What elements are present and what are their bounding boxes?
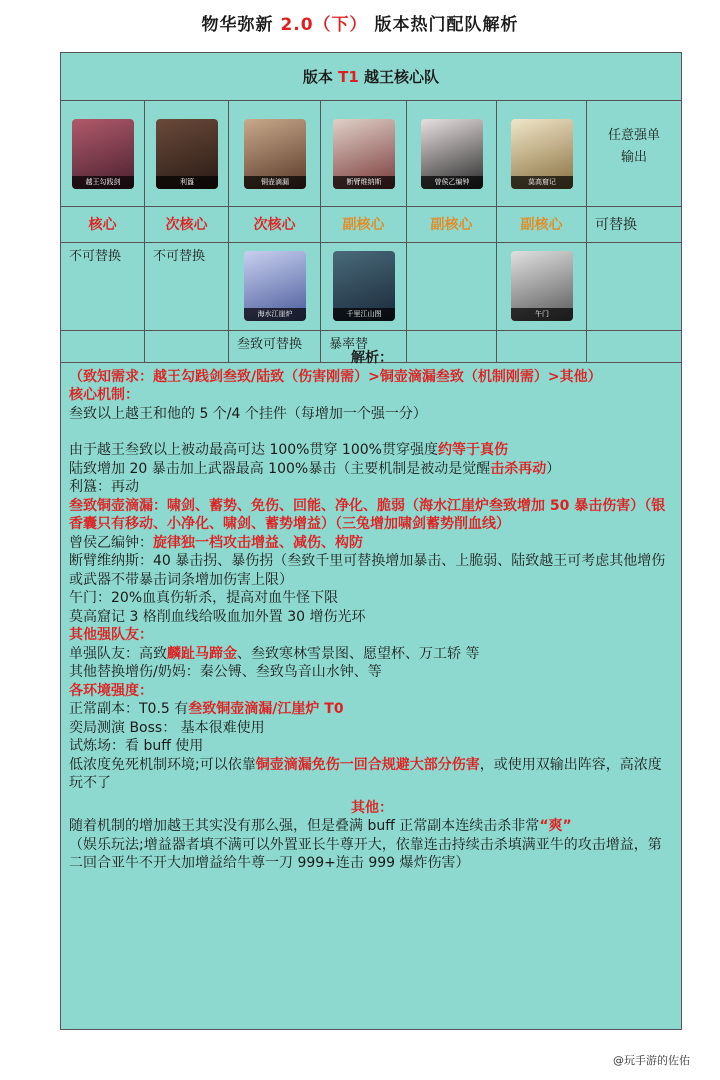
character-slot xyxy=(229,101,321,207)
analysis-line: 其他替换增伤/奶妈：秦公镈、叁致鸟音山水钟、等 xyxy=(69,664,382,680)
page-title: 物华弥新 2.0（下） 版本热门配队解析 xyxy=(201,15,519,35)
analysis-line: 试炼场：看 buff 使用 xyxy=(69,738,204,754)
character-portrait[interactable] xyxy=(511,119,573,189)
teammates-heading: 其他强队友： xyxy=(69,627,153,643)
character-portrait[interactable] xyxy=(333,251,395,321)
character-name: 铜壶滴漏 xyxy=(244,176,306,189)
replace-note: 不可替换 xyxy=(153,249,206,264)
character-portrait[interactable] xyxy=(72,119,134,189)
character-name: 莫高窟记 xyxy=(511,176,573,189)
analysis-line: 正常副本：T0.5 有叁致铜壶滴漏/江崖炉 T0 xyxy=(69,701,344,717)
character-portrait[interactable] xyxy=(333,119,395,189)
author-watermark: @玩手游的佐佑 xyxy=(613,1054,690,1067)
role-cell xyxy=(497,207,587,243)
free-slot xyxy=(587,101,681,207)
role-cell xyxy=(587,207,681,243)
role-label: 可替换 xyxy=(595,217,637,233)
character-slot xyxy=(407,101,497,207)
analysis-line: 曾侯乙编钟：旋律独一档攻击增益、减伤、构防 xyxy=(69,534,363,551)
substitute-cell xyxy=(407,243,497,331)
substitute-cell xyxy=(497,243,587,331)
character-slot xyxy=(497,101,587,207)
character-name: 午门 xyxy=(511,308,573,321)
character-portrait[interactable] xyxy=(244,119,306,189)
analysis-line: 断臂维纳斯：40 暴击拐、暴伤拐（叁致千里可替换增加暴击、上脆弱、陆致越王可考虑其他增伤或武器不带暴击词条增加伤害上限） xyxy=(69,553,666,588)
team-panel xyxy=(60,52,682,1030)
analysis-line: 奕局测演 Boss： 基本很难使用 xyxy=(69,719,265,736)
analysis-line: 单强队友：高致麟趾马蹄金、叁致寒林雪景图、愿望杯、万工轿 等 xyxy=(69,645,480,662)
character-slot xyxy=(321,101,407,207)
analysis-line: （娱乐玩法;增益器者填不满可以外置亚长牛尊开大，依靠连击持续击杀填满亚牛的攻击增益，第二回合亚牛不开大加增益给牛尊一刀 999+连击 999 爆炸伤害） xyxy=(69,836,662,871)
character-portrait[interactable] xyxy=(511,251,573,321)
character-name: 越王勾践剑 xyxy=(72,176,134,189)
substitute-note: 叁致可替换 xyxy=(237,337,303,352)
replace-note: 不可替换 xyxy=(69,249,122,264)
role-cell xyxy=(407,207,497,243)
role-label: 次核心 xyxy=(253,217,296,233)
character-portrait[interactable] xyxy=(421,119,483,189)
analysis-line: 叁致以上越王和他的 5 个/4 个挂件（每增加一个强一分） xyxy=(69,405,427,422)
environment-heading: 各环境强度： xyxy=(69,682,153,699)
role-label: 副核心 xyxy=(520,217,563,233)
core-mechanic-heading: 核心机制： xyxy=(69,387,139,403)
role-label: 核心 xyxy=(88,217,117,233)
analysis-line: 陆致增加 20 暴击加上武器最高 100%暴击（主要机制是被动是觉醒击杀再动） xyxy=(69,460,561,477)
other-heading: 其他： xyxy=(351,799,393,816)
role-label: 次核心 xyxy=(165,217,208,233)
role-label: 副核心 xyxy=(430,217,473,233)
role-cell xyxy=(61,207,145,243)
analysis-requirement: （致知需求：越王勾践剑叁致/陆致（伤害刚需）>铜壶滴漏叁致（机制刚需）>其他） xyxy=(69,368,602,385)
free-slot-label: 任意强单 输出 xyxy=(607,128,660,165)
analysis-section xyxy=(69,349,675,873)
substitute-note xyxy=(497,331,586,337)
character-name: 利簋 xyxy=(156,176,218,189)
analysis-line: 低浓度免死机制环境;可以依靠铜壶滴漏免伤一回合规避大部分伤害，或使用双输出阵容，高浓度玩不了 xyxy=(69,756,662,791)
character-name: 海水江崖炉 xyxy=(244,308,306,321)
substitute-note: 暴率替 xyxy=(329,337,369,352)
character-slot xyxy=(61,101,145,207)
analysis-line: 叁致铜壶滴漏：啸剑、蓄势、免伤、回能、净化、脆弱（海水江崖炉叁致增加 50 暴击伤害）（银香囊只有移动、小净化、啸剑、蓄势增益）（三兔增加啸剑蓄势削血线） xyxy=(69,497,666,532)
analysis-line: 随着机制的增加越王其实没有那么强，但是叠满 buff 正常副本连续击杀非常“爽” xyxy=(69,818,572,834)
role-label: 副核心 xyxy=(342,217,385,233)
substitute-cell xyxy=(321,243,407,331)
substitute-cell xyxy=(229,243,321,331)
substitute-cell xyxy=(587,243,681,331)
substitute-cell xyxy=(145,243,229,331)
role-cell xyxy=(321,207,407,243)
character-portrait[interactable] xyxy=(156,119,218,189)
analysis-line: 午门：20%血真伤斩杀，提高对血牛怪下限 xyxy=(69,590,339,606)
character-portrait[interactable] xyxy=(244,251,306,321)
analysis-line: 由于越王叁致以上被动最高可达 100%贯穿 100%贯穿强度约等于真伤 xyxy=(69,442,508,458)
character-slot xyxy=(145,101,229,207)
analysis-line: 莫高窟记 3 格削血线给吸血加外置 30 增伤光环 xyxy=(69,608,366,625)
character-name: 千里江山图 xyxy=(333,308,395,321)
substitute-cell xyxy=(61,243,145,331)
character-name: 曾侯乙编钟 xyxy=(421,176,483,189)
analysis-heading: 解析： xyxy=(351,350,393,366)
panel-title: 版本 T1 越王核心队 xyxy=(61,53,681,101)
analysis-line: 利簋：再动 xyxy=(69,479,139,495)
role-cell xyxy=(229,207,321,243)
character-name: 断臂维纳斯 xyxy=(333,176,395,189)
role-cell xyxy=(145,207,229,243)
